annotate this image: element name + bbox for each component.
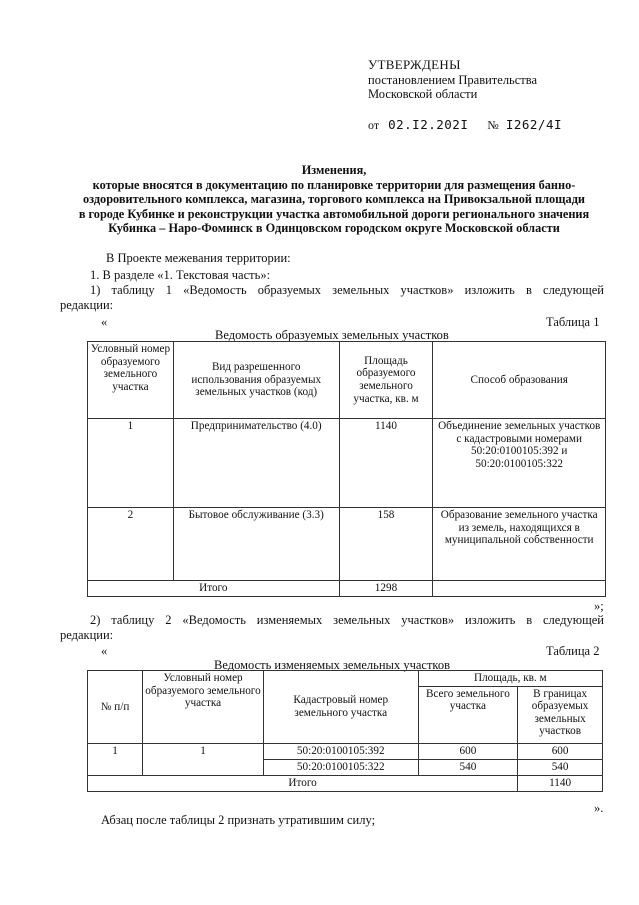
title-line-4: в городе Кубинке и реконструкции участка автомобильной дороги регионального значения [78, 206, 590, 221]
table2-header-total: Всего земельного участка [418, 686, 518, 743]
table2-total-1: 600 [418, 743, 518, 759]
table2-header-area: Площадь, кв. м [418, 671, 602, 687]
quote-close-1: »; [594, 599, 604, 613]
table1-header-cell: Вид разрешенного использования образуемых земельных участков (код) [173, 342, 339, 419]
table1-cell: 158 [339, 508, 433, 581]
table1-cell: 2 [88, 508, 174, 581]
table2-header-row [88, 671, 603, 687]
table2-total-2: 540 [418, 759, 518, 775]
table1-total-row [88, 581, 606, 597]
decree-number: I262/4I [505, 117, 562, 132]
table2-header-cad: Кадастровый номер земельного участка [263, 671, 418, 744]
table1-cell: Образование земельного участка из земель, находящихся в муниципальной собственности [433, 508, 606, 581]
quote-open-1: « [101, 315, 108, 329]
table1-total-label: Итого [88, 581, 340, 597]
approved-line2: Московской области [368, 87, 478, 101]
table2-cad-1: 50:20:0100105:392 [263, 743, 418, 759]
table2-sum-label: Итого [88, 775, 518, 791]
table-row [88, 419, 606, 508]
table1-total-value: 1298 [339, 581, 433, 597]
table-row [88, 508, 606, 581]
table2-header-cond: Условный номер образуемого земельного участка [143, 671, 264, 744]
paragraph-4-line-2: редакции: [60, 628, 114, 642]
table1-header-cell: Условный номер образуемого земельного участка [88, 342, 174, 419]
table1 [87, 341, 606, 597]
document-title [60, 163, 608, 236]
table2-row-cond: 1 [143, 743, 264, 775]
table1-label: Таблица 1 [546, 315, 600, 329]
table2-cad-2: 50:20:0100105:322 [263, 759, 418, 775]
table2-within-2: 540 [518, 759, 603, 775]
paragraph-2: 1. В разделе «1. Текстовая часть»: [90, 268, 271, 282]
table2-within-1: 600 [518, 743, 603, 759]
table2-header-within: В границах образуемых земельных участков [518, 686, 603, 743]
table2-row-num: 1 [88, 743, 143, 775]
table1-cell: Объединение земельных участков с кадастровыми номерами 50:20:0100105:392 и 50:20:0100105:322 [433, 419, 606, 508]
table2-title: Ведомость изменяемых земельных участков [214, 658, 451, 672]
table1-header-cell: Способ образования [433, 342, 606, 419]
table1-header-row [88, 342, 606, 419]
table1-cell: 1 [88, 419, 174, 508]
quote-close-2: ». [594, 801, 604, 815]
table2-sum-value: 1140 [518, 775, 603, 791]
table2-label: Таблица 2 [546, 644, 600, 658]
from-label: от [368, 118, 380, 132]
decree-date: 02.I2.202I [388, 117, 469, 132]
table2-header-num: № п/п [88, 671, 143, 744]
table1-cell: Предпринимательство (4.0) [173, 419, 339, 508]
paragraph-3-line-2: редакции: [60, 298, 114, 312]
title-line-5: Кубинка – Наро-Фоминск в Одинцовском городском округе Московской области [108, 221, 560, 236]
approved-line1: постановлением Правительства [368, 72, 538, 87]
title-line-2: которые вносятся в документацию по планировке территории для размещения банно- [92, 177, 576, 192]
table-row [88, 743, 603, 759]
table1-title: Ведомость образуемых земельных участков [215, 328, 449, 342]
title-line-3: оздоровительного комплекса, магазина, торгового комплекса на Привокзальной площади [82, 192, 586, 207]
approval-block [368, 58, 537, 102]
table1-cell: Бытовое обслуживание (3.3) [173, 508, 339, 581]
number-label: № [487, 118, 499, 132]
table2 [87, 670, 603, 792]
paragraph-4-line-1: 2) таблицу 2 «Ведомость изменяемых земельных участков» изложить в следующей [90, 613, 604, 627]
table1-cell: 1140 [339, 419, 433, 508]
paragraph-3-line-1: 1) таблицу 1 «Ведомость образуемых земельных участков» изложить в следующей [90, 283, 604, 297]
table1-total-empty [433, 581, 606, 597]
quote-open-2: « [101, 644, 108, 658]
paragraph-5: Абзац после таблицы 2 признать утратившим силу; [101, 813, 376, 827]
table1-header-cell: Площадь образуемого земельного участка, кв. м [339, 342, 433, 419]
title-line-1: Изменения, [301, 163, 367, 177]
approved-heading: УТВЕРЖДЕНЫ [368, 57, 461, 72]
decree-date-number [368, 117, 562, 133]
paragraph-1: В Проекте межевания территории: [106, 251, 291, 265]
table2-sum-row [88, 775, 603, 791]
